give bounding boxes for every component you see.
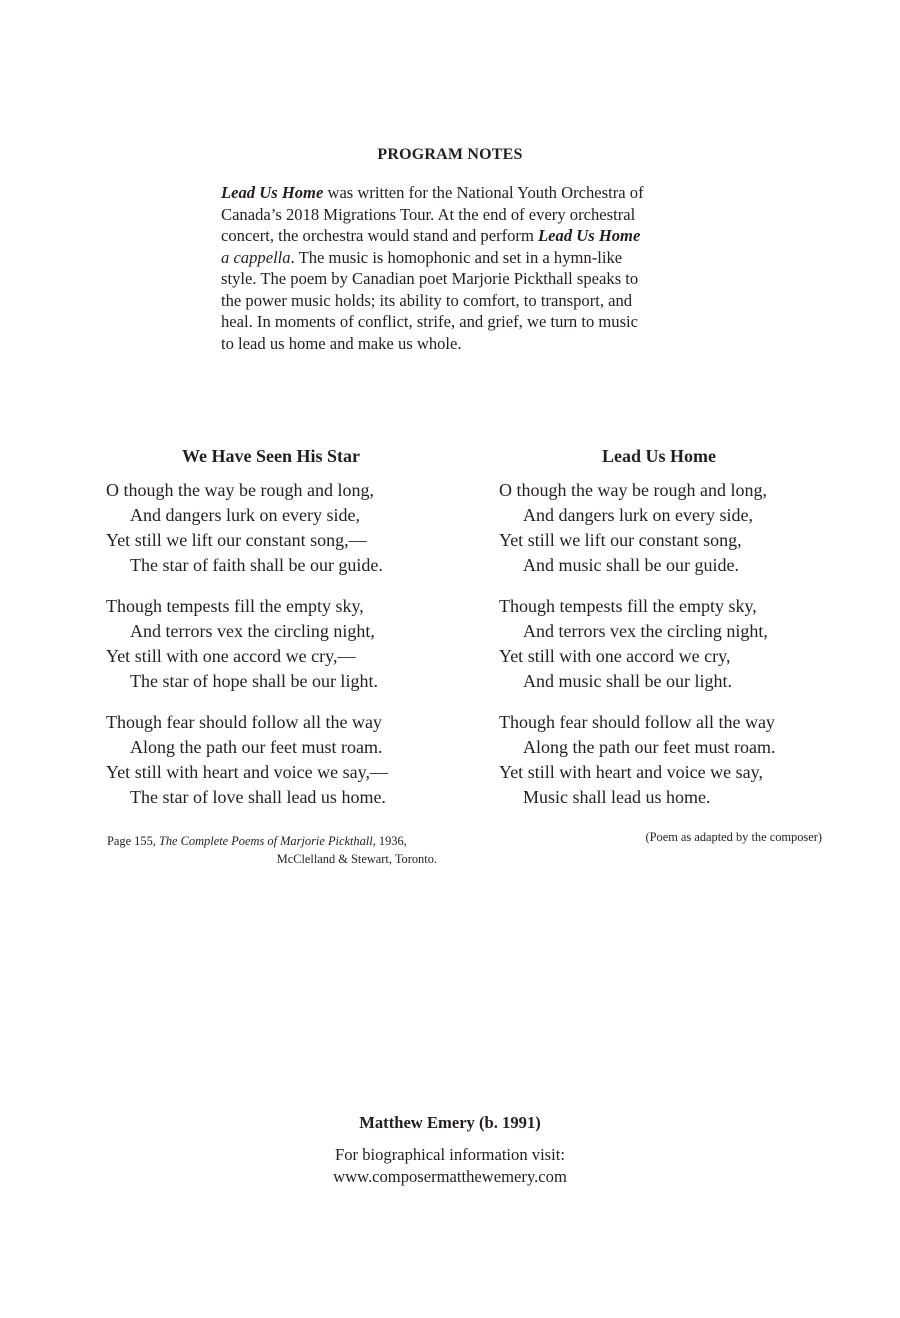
citation-publisher: McClelland & Stewart, Toronto. <box>276 852 437 866</box>
notes-text: concert, the orchestra would stand and perform <box>221 226 539 245</box>
verse-line: And dangers lurk on every side, <box>130 505 360 525</box>
poem-citation <box>107 832 437 868</box>
composer-name: Matthew Emery (b. 1991) <box>359 1113 541 1132</box>
verse-line: Though fear should follow all the way <box>499 712 775 732</box>
stanza <box>499 478 859 578</box>
verse-line: And music shall be our guide. <box>523 555 739 575</box>
composer-info-text: For biographical information visit: <box>335 1145 565 1164</box>
composer-section <box>0 1112 900 1188</box>
notes-line: Canada’s 2018 Migrations Tour. At the end of every orchestral <box>221 204 636 224</box>
citation-prefix: Page 155, <box>107 834 159 848</box>
work-title: Lead Us Home <box>221 183 324 202</box>
notes-line: the power music holds; its ability to comfort, to transport, and <box>221 290 633 310</box>
citation-year: 1936, <box>375 834 407 848</box>
program-notes-body <box>221 182 691 354</box>
verse-line: Along the path our feet must roam. <box>130 737 383 757</box>
verse-line: And dangers lurk on every side, <box>523 505 753 525</box>
verse-line: Yet still we lift our constant song,— <box>106 530 367 550</box>
stanza <box>106 710 466 810</box>
notes-line <box>221 225 691 247</box>
verse-line: And terrors vex the circling night, <box>130 621 375 641</box>
citation-book: The Complete Poems of Marjorie Pickthall, <box>158 834 376 848</box>
verse-line: Yet still with heart and voice we say,— <box>106 762 388 782</box>
verse-line: Yet still with one accord we cry,— <box>106 646 356 666</box>
program-notes-heading: PROGRAM NOTES <box>377 146 523 163</box>
verse-line: The star of faith shall be our guide. <box>130 555 383 575</box>
composer-website-link[interactable]: www.composermatthewemery.com <box>333 1167 567 1186</box>
a-cappella-term: a cappella <box>221 247 291 267</box>
stanza <box>106 478 466 578</box>
original-poem <box>106 444 466 826</box>
notes-line <box>221 182 691 204</box>
adaptation-note: (Poem as adapted by the composer) <box>645 830 822 844</box>
verse-line: And terrors vex the circling night, <box>523 621 768 641</box>
notes-line: style. The poem by Canadian poet Marjorie Pickthall speaks to <box>221 269 639 288</box>
verse-line: Though fear should follow all the way <box>106 712 382 732</box>
citation-line <box>107 832 437 850</box>
stanza <box>499 710 859 810</box>
notes-line: to lead us home and make us whole. <box>221 333 462 353</box>
verse-line: Music shall lead us home. <box>523 787 711 807</box>
notes-line <box>221 247 691 269</box>
notes-text: . The music is homophonic and set in a hymn-like <box>290 247 623 267</box>
verse-line: Yet still we lift our constant song, <box>499 530 742 550</box>
verse-line: O though the way be rough and long, <box>499 480 767 500</box>
stanza <box>106 594 466 694</box>
verse-line: Yet still with one accord we cry, <box>499 646 731 666</box>
verse-line: Though tempests fill the empty sky, <box>106 596 364 616</box>
verse-line: Along the path our feet must roam. <box>523 737 776 757</box>
notes-line: heal. In moments of conflict, strife, and grief, we turn to music <box>221 312 639 331</box>
stanza <box>499 594 859 694</box>
verse-line: The star of love shall lead us home. <box>130 787 386 807</box>
original-poem-title: We Have Seen His Star <box>182 446 360 466</box>
adapted-poem-title: Lead Us Home <box>602 446 716 466</box>
verse-line: Yet still with heart and voice we say, <box>499 762 763 782</box>
verse-line: The star of hope shall be our light. <box>130 671 378 691</box>
notes-text: was written for the National Youth Orchestra of <box>323 183 644 202</box>
verse-line: Though tempests fill the empty sky, <box>499 596 757 616</box>
adapted-poem <box>499 444 859 826</box>
work-title: Lead Us Home <box>538 226 641 245</box>
verse-line: And music shall be our light. <box>523 671 732 691</box>
verse-line: O though the way be rough and long, <box>106 480 374 500</box>
